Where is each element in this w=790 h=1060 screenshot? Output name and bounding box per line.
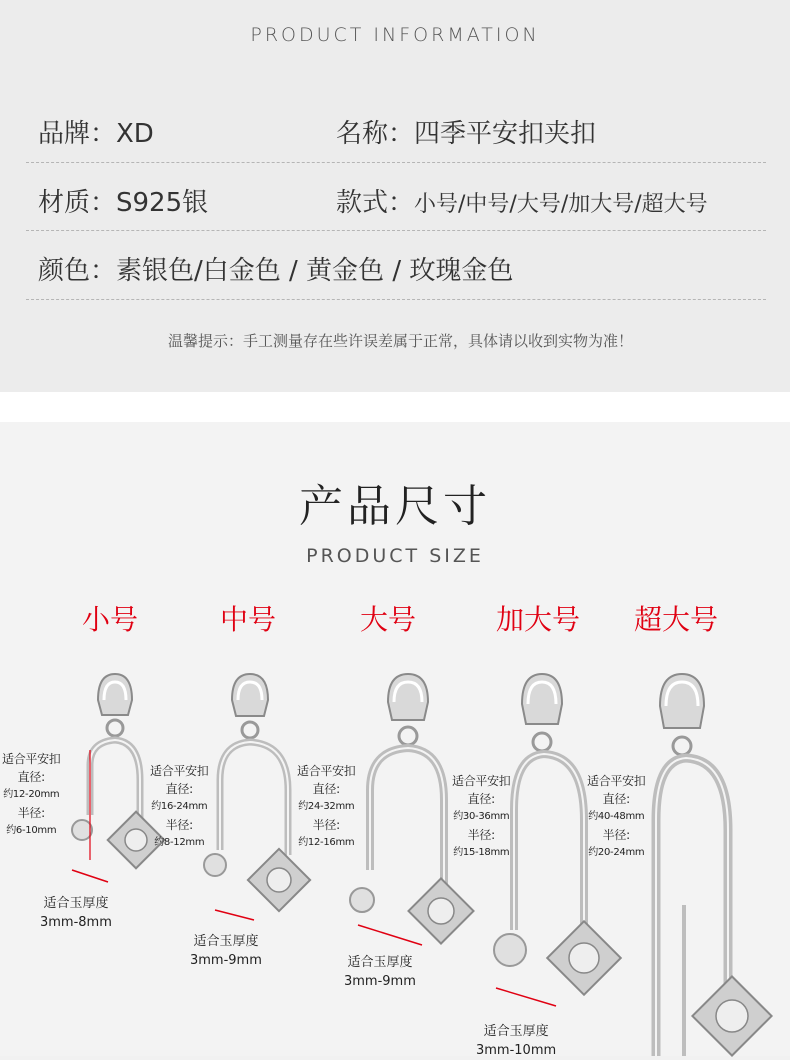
- thickness-value: 3mm-9mm: [190, 953, 262, 968]
- pendant-medium-thickness: [190, 932, 262, 970]
- pendant-xlarge-spec: [452, 772, 511, 862]
- spec-diameter-label: 直径:: [17, 770, 45, 784]
- size-label-medium: 中号: [219, 603, 276, 636]
- product-info-title: PRODUCT INFORMATION: [250, 24, 540, 46]
- style-value: 小号/中号/大号/加大号/超大号: [414, 192, 708, 217]
- spec-radius-value: 约8-12mm: [154, 837, 205, 848]
- color-text: 颜色：素银色/白金色 / 黄金色 / 玫瑰金色: [38, 256, 514, 286]
- thickness-value: 3mm-9mm: [344, 974, 416, 989]
- spec-radius-label: 半径:: [17, 806, 45, 820]
- pendant-xxlarge-spec: [587, 772, 646, 862]
- size-title: 产品尺寸: [299, 481, 491, 532]
- spec-radius-label: 半径:: [312, 818, 340, 832]
- tip-text: 温馨提示：手工测量存在些许误差属于正常，具体请以收到实物为准！: [168, 332, 634, 350]
- size-subtitle: PRODUCT SIZE: [306, 545, 484, 567]
- spec-diameter-value: 约30-36mm: [453, 811, 510, 822]
- info-row-color: [38, 250, 768, 287]
- spec-radius-value: 约12-16mm: [298, 837, 355, 848]
- thickness-label: 适合玉厚度: [43, 896, 109, 911]
- spec-diameter-label: 直径:: [467, 792, 495, 806]
- style-text: [336, 182, 708, 219]
- spec-fit: 适合平安扣: [452, 774, 511, 788]
- material-text: 材质：S925银: [38, 188, 209, 218]
- pendant-small-spec: [2, 750, 61, 840]
- divider: [26, 230, 766, 231]
- spec-radius-value: 约15-18mm: [453, 847, 510, 858]
- spec-fit: 适合平安扣: [2, 752, 61, 766]
- spec-diameter-value: 约40-48mm: [588, 811, 645, 822]
- style-label: 款式：: [336, 188, 415, 218]
- divider: [26, 162, 766, 163]
- spec-radius-label: 半径:: [602, 828, 630, 842]
- spec-fit: 适合平安扣: [587, 774, 646, 788]
- pendant-small-thickness: [40, 894, 112, 932]
- pendant-large-spec: [297, 762, 356, 852]
- divider: [26, 299, 766, 300]
- thickness-value: 3mm-8mm: [40, 915, 112, 930]
- pendant-xlarge-thickness: [476, 1022, 556, 1060]
- spec-diameter-label: 直径:: [312, 782, 340, 796]
- spec-diameter-label: 直径:: [165, 782, 193, 796]
- section-gap: [0, 392, 790, 422]
- spec-diameter-value: 约16-24mm: [151, 801, 208, 812]
- spec-diameter-label: 直径:: [602, 792, 630, 806]
- size-label-xlarge: 加大号: [495, 603, 580, 636]
- spec-fit: 适合平安扣: [297, 764, 356, 778]
- spec-diameter-value: 约24-32mm: [298, 801, 355, 812]
- size-label-xxlarge: 超大号: [633, 603, 718, 636]
- spec-fit: 适合平安扣: [150, 764, 209, 778]
- pendant-large-thickness: [344, 953, 416, 991]
- thickness-label: 适合玉厚度: [483, 1024, 549, 1039]
- spec-radius-label: 半径:: [165, 818, 193, 832]
- spec-radius-value: 约20-24mm: [588, 847, 645, 858]
- thickness-label: 适合玉厚度: [347, 955, 413, 970]
- product-name-text: 名称：四季平安扣夹扣: [336, 119, 597, 149]
- thickness-value: 3mm-10mm: [476, 1043, 557, 1058]
- info-row-material: [38, 182, 768, 219]
- info-row-brand: [38, 113, 768, 150]
- pendant-xxlarge-image: [620, 670, 780, 1056]
- size-label-small: 小号: [81, 603, 138, 636]
- spec-diameter-value: 约12-20mm: [3, 789, 60, 800]
- pendant-medium-spec: [150, 762, 209, 852]
- brand-text: 品牌：XD: [38, 119, 154, 149]
- size-label-large: 大号: [359, 603, 416, 636]
- spec-radius-label: 半径:: [467, 828, 495, 842]
- spec-radius-value: 约6-10mm: [6, 825, 57, 836]
- thickness-label: 适合玉厚度: [193, 934, 259, 949]
